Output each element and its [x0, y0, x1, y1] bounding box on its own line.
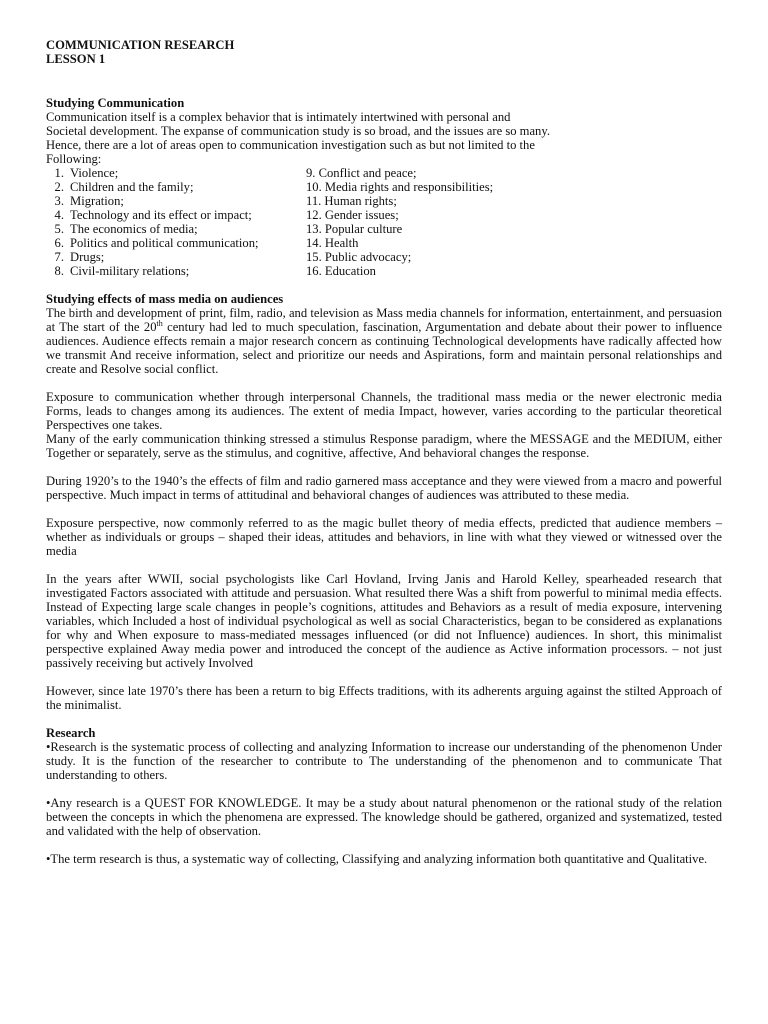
list-left: Technology and its effect or impact;	[70, 208, 252, 222]
paragraph-text: The birth and development of print, film, radio, and television as Mass media channels for information, entertainment, and persuasion at The start of the 20	[46, 306, 722, 334]
list-right: 15. Public advocacy;	[306, 250, 412, 264]
list-right: 9. Conflict and peace;	[306, 166, 417, 180]
list-item	[46, 180, 722, 194]
list-number: 7.	[54, 250, 64, 264]
document-title: COMMUNICATION RESEARCH	[46, 38, 235, 52]
paragraph-text: century had led to much speculation, fascination, Argumentation and debate about their power to influence audiences. Audience effects remain a major research concern as continuing Technological developments have radically affected how we transmit And receive information, select and prioritize our needs and Aspirations, form and maintain personal relationships and create and Resolve social conflict.	[46, 320, 722, 376]
lesson-label: LESSON 1	[46, 52, 106, 66]
section-media-effects	[46, 292, 722, 712]
paragraph: •Any research is a QUEST FOR KNOWLEDGE. It may be a study about natural phenomenon or the rational study of the relation between the concepts in which the phenomena are expressed. The knowledge should be gathered, organized and systematized, tested and validated with the help of observation.	[46, 796, 722, 838]
list-number: 4.	[54, 208, 64, 222]
list-left: Migration;	[70, 194, 124, 208]
list-number: 2.	[54, 180, 64, 194]
list-item	[46, 166, 722, 180]
paragraph: During 1920’s to the 1940’s the effects of film and radio garnered mass acceptance and they were viewed from a macro and powerful perspective. Much impact in terms of attitudinal and behavioral changes of audiences was attributed to these media.	[46, 474, 722, 502]
intro-line-3: Hence, there are a lot of areas open to communication investigation such as but not limited to the	[46, 138, 535, 152]
list-right: 11. Human rights;	[306, 194, 397, 208]
section-research	[46, 726, 722, 866]
list-number: 6.	[54, 236, 64, 250]
list-number: 8.	[54, 264, 64, 278]
list-left: Drugs;	[70, 250, 105, 264]
list-right: 16. Education	[306, 264, 376, 278]
section-heading: Studying Communication	[46, 96, 185, 110]
list-right: 14. Health	[306, 236, 359, 250]
list-item	[46, 208, 722, 222]
paragraph: Many of the early communication thinking stressed a stimulus Response paradigm, where the MESSAGE and the MEDIUM, either Together or separately, serve as the stimulus, and cognitive, affective, And behavioral changes the response.	[46, 432, 722, 460]
paragraph: However, since late 1970’s there has been a return to big Effects traditions, with its adherents arguing against the stilted Approach of the minimalist.	[46, 684, 722, 712]
intro-line-2: Societal development. The expanse of communication study is so broad, and the issues are so many.	[46, 124, 550, 138]
list-item	[46, 264, 722, 278]
section-heading: Studying effects of mass media on audiences	[46, 292, 284, 306]
paragraph: Exposure perspective, now commonly referred to as the magic bullet theory of media effects, predicted that audience members – whether as individuals or groups – shaped their ideas, attitudes and behaviors, in line with what they viewed or witnessed over the media	[46, 516, 722, 558]
list-number: 5.	[54, 222, 64, 236]
list-left: The economics of media;	[70, 222, 198, 236]
paragraph: Exposure to communication whether through interpersonal Channels, the traditional mass media or the newer electronic media Forms, leads to changes among its audiences. The extent of media Impact, however, varies according to the particular theoretical Perspectives one takes.	[46, 390, 722, 432]
paragraph: •The term research is thus, a systematic way of collecting, Classifying and analyzing information both quantitative and Qualitative.	[46, 852, 708, 866]
list-right: 13. Popular culture	[306, 222, 403, 236]
paragraph: In the years after WWII, social psychologists like Carl Hovland, Irving Janis and Harold Kelley, spearheaded research that investigated Factors associated with attitude and persuasion. What resulted there Was a shift from powerful to minimal media effects. Instead of Expecting large scale changes in people’s cognitions, attitudes and Behaviors as a result of media exposure, intervening variables, which Included a host of individual psychological as well as social Characteristics, began to be considered as explanations for why and When exposure to mass-mediated messages influenced (or did not Influence) audiences. In short, this minimalist perspective explained Away media power and introduced the concept of the audience as Active information processors. – not just passively receiving but actively Involved	[46, 572, 722, 670]
list-right: 10. Media rights and responsibilities;	[306, 180, 494, 194]
list-item	[46, 236, 722, 250]
section-studying-communication	[46, 96, 722, 278]
list-right: 12. Gender issues;	[306, 208, 399, 222]
section-heading: Research	[46, 726, 96, 740]
list-number: 1.	[54, 166, 64, 180]
list-item	[46, 250, 722, 264]
paragraph: •Research is the systematic process of collecting and analyzing Information to increase our understanding of the phenomenon Under study. It is the function of the researcher to contribute to The understanding of the phenomenon and to communicate That understanding to others.	[46, 740, 722, 782]
list-left: Civil-military relations;	[70, 264, 190, 278]
list-left: Violence;	[70, 166, 119, 180]
intro-line-1: Communication itself is a complex behavior that is intimately intertwined with personal and	[46, 110, 511, 124]
list-item	[46, 222, 722, 236]
intro-line-4: Following:	[46, 152, 102, 166]
topics-list	[46, 166, 722, 278]
paragraph	[46, 306, 722, 376]
list-number: 3.	[54, 194, 64, 208]
list-item	[46, 194, 722, 208]
superscript: th	[156, 318, 163, 328]
list-left: Politics and political communication;	[70, 236, 259, 250]
list-left: Children and the family;	[70, 180, 194, 194]
